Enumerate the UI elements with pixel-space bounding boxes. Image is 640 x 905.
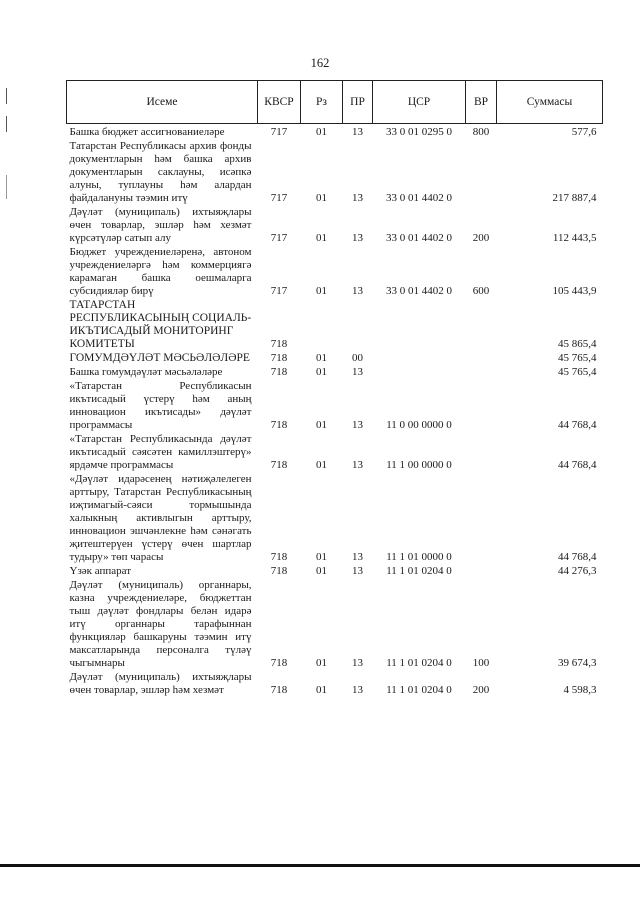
row-vr: 800 [472, 126, 490, 138]
row-pr: 13 [352, 565, 363, 577]
row-rz: 01 [316, 657, 327, 669]
row-rz: 01 [316, 565, 327, 577]
table-row [67, 473, 603, 565]
row-rz: 01 [316, 232, 327, 244]
row-sum: 45 765,4 [558, 366, 597, 378]
row-vr: 200 [472, 232, 490, 244]
row-sum: 45 765,4 [558, 352, 597, 364]
table-row [67, 380, 603, 433]
row-vr: 200 [472, 684, 490, 696]
row-pr [343, 299, 373, 352]
row-rz: 01 [316, 366, 327, 378]
row-name: Бюджет учреждениеләренә, автоном учреждениеләргә һәм коммерциягә карамаган башка оешмаларга субсидияләр бирү [69, 246, 252, 297]
row-name: Дәүләт (муниципаль) органнары, казна учреждениеләре, бюджеттан тыш дәүләт фондлары белән идарә итү органнары тарафыннан функцияләр башкаруны тәэмин итү максатларында персоналга түләү чыгымнары [69, 579, 252, 669]
row-csr: 11 1 01 0204 0 [386, 565, 452, 577]
row-name: Дәүләт (муниципаль) ихтыяҗлары өчен товарлар, эшләр һәм хезмәт [69, 671, 252, 696]
row-vr [466, 473, 497, 565]
row-vr [466, 366, 497, 380]
row-sum: 45 865,4 [558, 338, 597, 350]
row-pr: 13 [352, 126, 363, 138]
row-vr [466, 140, 497, 206]
table-header [67, 81, 603, 124]
header-sum: Суммасы [497, 81, 603, 124]
row-sum: 44 768,4 [558, 459, 597, 471]
row-name: Үзәк аппарат [69, 565, 132, 577]
row-name: Дәүләт (муниципаль) ихтыяҗлары өчен товарлар, эшләр һәм хезмәт күрсәтүләр сатып алу [69, 206, 252, 244]
table-row [67, 671, 603, 698]
row-sum: 44 768,4 [558, 419, 597, 431]
row-kvsr: 718 [270, 338, 288, 350]
row-sum: 112 443,5 [552, 232, 597, 244]
table-row [67, 352, 603, 366]
row-kvsr: 718 [270, 352, 288, 364]
table-row [67, 299, 603, 352]
table-row [67, 433, 603, 473]
row-kvsr: 718 [270, 419, 288, 431]
row-sum: 217 887,4 [552, 192, 597, 204]
row-csr: 11 1 00 0000 0 [386, 459, 452, 471]
header-kvsr: КВСР [258, 81, 301, 124]
row-rz: 01 [316, 192, 327, 204]
row-csr: 11 1 01 0204 0 [386, 684, 452, 696]
row-sum: 39 674,3 [558, 657, 597, 669]
row-kvsr: 718 [270, 657, 288, 669]
row-sum: 105 443,9 [552, 285, 597, 297]
header-name: Исеме [67, 81, 258, 124]
row-name: «Дәүләт идарәсенең нәтиҗәлелеген арттыру, Татарстан Республикасының иҗтимагый-сәяси тормышында халыкның активлыгын арттыру, инновацион эшчәнлекне һәм сәнәгать җитештерүен үстерү өчен шартлар тудыру» төп чарасы [69, 473, 252, 563]
budget-table [66, 80, 603, 698]
table-row [67, 206, 603, 246]
row-vr [466, 433, 497, 473]
row-vr [466, 380, 497, 433]
table-row [67, 579, 603, 671]
row-name: Башка бюджет ассигнованиеләре [69, 126, 225, 138]
header-pr: ПР [343, 81, 373, 124]
table-row [67, 565, 603, 579]
row-csr [373, 299, 466, 352]
row-name: ТАТАРСТАН РЕСПУБЛИКАСЫНЫҢ СОЦИАЛЬ-ИКЪТИСАДЫЙ МОНИТОРИНГ КОМИТЕТЫ [69, 299, 252, 350]
row-csr: 11 1 01 0204 0 [386, 657, 452, 669]
page-number: 162 [310, 56, 330, 70]
row-pr: 13 [352, 232, 363, 244]
row-sum: 4 598,3 [563, 684, 597, 696]
scan-edge-mark [6, 88, 7, 104]
row-kvsr: 717 [270, 285, 288, 297]
header-csr: ЦСР [373, 81, 466, 124]
table-row [67, 246, 603, 299]
row-rz: 01 [316, 551, 327, 563]
row-pr: 00 [352, 352, 363, 364]
row-name: ГОМУМДӘҮЛӘТ МӘСЬӘЛӘЛӘРЕ [69, 352, 250, 364]
row-csr: 11 1 01 0000 0 [386, 551, 452, 563]
row-csr: 33 0 01 4402 0 [386, 285, 452, 297]
row-name: «Татарстан Республикасында дәүләт икътисадый сәясәтен камиллэштерү» ярдәмче программасы [69, 433, 252, 471]
row-kvsr: 718 [270, 459, 288, 471]
row-rz [301, 299, 343, 352]
row-vr [466, 352, 497, 366]
row-rz: 01 [316, 285, 327, 297]
row-kvsr: 718 [270, 684, 288, 696]
row-csr: 33 0 01 0295 0 [386, 126, 452, 138]
row-rz: 01 [316, 352, 327, 364]
row-pr: 13 [352, 366, 363, 378]
row-vr [466, 299, 497, 352]
row-csr [373, 366, 466, 380]
row-vr: 100 [472, 657, 490, 669]
scan-edge-mark [6, 116, 7, 132]
row-sum: 44 768,4 [558, 551, 597, 563]
row-csr [373, 352, 466, 366]
row-csr: 33 0 01 4402 0 [386, 192, 452, 204]
table-body [67, 124, 603, 699]
row-pr: 13 [352, 192, 363, 204]
row-csr: 33 0 01 4402 0 [386, 232, 452, 244]
row-rz: 01 [316, 126, 327, 138]
row-sum: 44 276,3 [558, 565, 597, 577]
row-pr: 13 [352, 459, 363, 471]
row-csr: 11 0 00 0000 0 [386, 419, 452, 431]
table-row [67, 140, 603, 206]
row-name: «Татарстан Республикасын икътисадый үстерү һәм аның инновацион икътисады» дәүләт программасы [69, 380, 252, 431]
row-pr: 13 [352, 657, 363, 669]
table-row [67, 366, 603, 380]
header-rz: Рз [301, 81, 343, 124]
row-kvsr: 718 [270, 366, 288, 378]
row-pr: 13 [352, 419, 363, 431]
row-name: Татарстан Республикасы архив фонды документларын һәм башка архив документларын саклауны, исәпкә алуны, туплауны һәм алардан файдалануны тәэмин итү [69, 140, 252, 204]
row-vr [466, 565, 497, 579]
row-pr: 13 [352, 551, 363, 563]
header-vr: ВР [466, 81, 497, 124]
row-pr: 13 [352, 684, 363, 696]
row-pr: 13 [352, 285, 363, 297]
row-kvsr: 717 [270, 126, 288, 138]
scan-bottom-edge [0, 864, 640, 867]
row-vr: 600 [472, 285, 490, 297]
row-rz: 01 [316, 419, 327, 431]
row-kvsr: 718 [270, 551, 288, 563]
row-kvsr: 717 [270, 232, 288, 244]
row-kvsr: 717 [270, 192, 288, 204]
row-rz: 01 [316, 684, 327, 696]
table-row [67, 124, 603, 141]
row-sum: 577,6 [571, 126, 597, 138]
row-name: Башка гомумдәүләт мәсьәләләре [69, 366, 223, 378]
row-kvsr: 718 [270, 565, 288, 577]
row-rz: 01 [316, 459, 327, 471]
scan-edge-mark [6, 175, 7, 199]
